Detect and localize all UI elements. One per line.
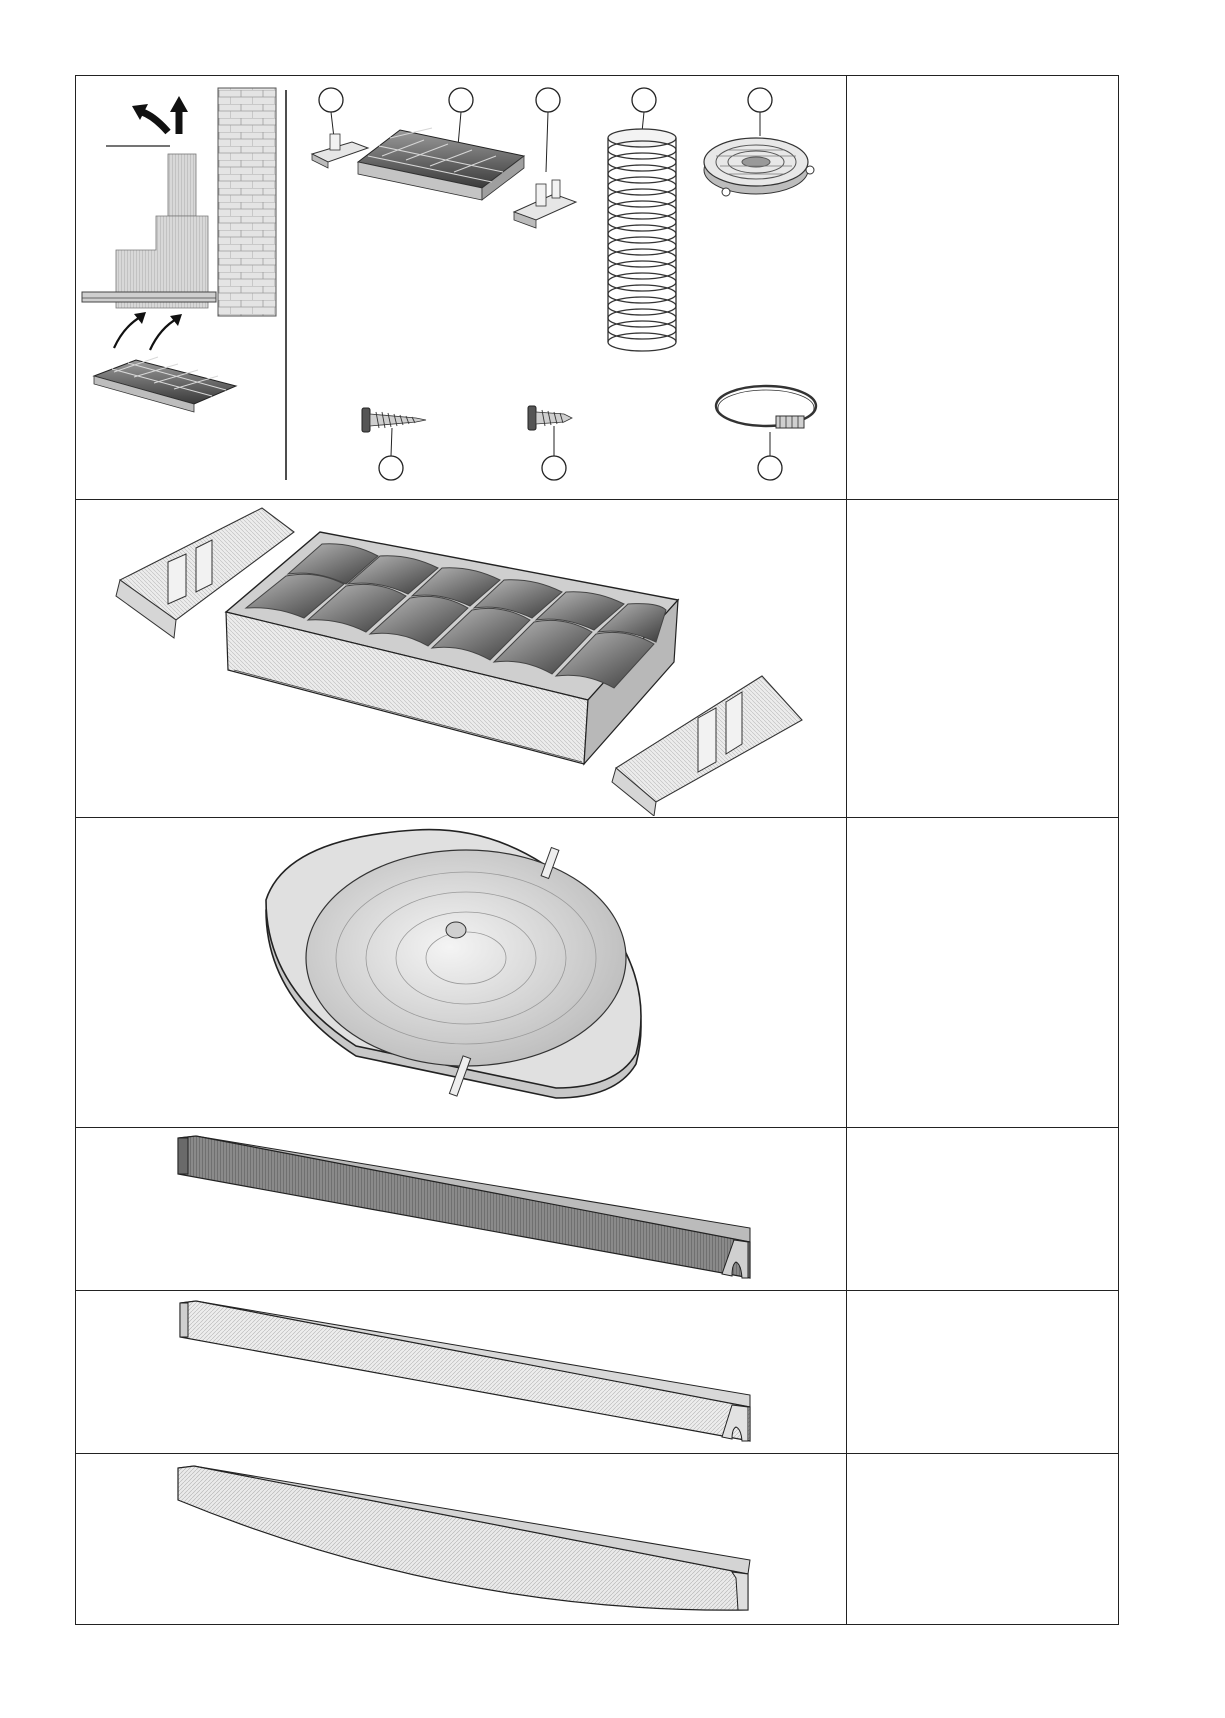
round-module-cell (76, 818, 847, 1128)
carbon-filter-cell (76, 500, 847, 818)
trim-strip-curved (178, 1466, 750, 1610)
ducting-arrows-icon (132, 96, 188, 134)
accessory-sheet (75, 75, 1118, 1628)
trim-strip-light-illustration (76, 1291, 846, 1452)
adapter-right-illustration (514, 180, 576, 228)
row-trim-strip-curved (76, 1454, 1119, 1625)
round-module (266, 830, 641, 1098)
row-overview (76, 76, 1119, 500)
carbon-filter-note (847, 500, 1119, 818)
trim-strip-dark-illustration (76, 1128, 846, 1289)
screw-short-illustration (528, 406, 572, 430)
trim-strip-curved-illustration (76, 1454, 846, 1623)
row-trim-strip-light (76, 1291, 1119, 1454)
recirculation-arrows-icon (114, 312, 182, 350)
accessory-table (75, 75, 1119, 1625)
trim-strip-dark (178, 1136, 750, 1278)
small-filter-illustration (94, 357, 236, 412)
wall-diagram (82, 88, 276, 412)
callout-2 (449, 88, 473, 112)
overview-illustration-cell (76, 76, 847, 500)
overview-illustration (76, 76, 846, 498)
round-grille-illustration (704, 138, 814, 196)
trim-strip-light-note (847, 1291, 1119, 1454)
flexible-duct-illustration (608, 129, 676, 351)
row-carbon-filter-set (76, 500, 1119, 818)
screw-long-illustration (362, 408, 426, 432)
callout-8 (758, 456, 782, 480)
callout-5 (748, 88, 772, 112)
trim-strip-curved-note (847, 1454, 1119, 1625)
trim-strip-light (180, 1301, 750, 1441)
overview-note (847, 76, 1119, 500)
callout-4 (632, 88, 656, 112)
round-recirculation-module-illustration (76, 818, 846, 1126)
round-module-note (847, 818, 1119, 1128)
carbon-filter-set-illustration (76, 500, 846, 816)
row-trim-strip-dark (76, 1128, 1119, 1291)
trim-strip-dark-note (847, 1128, 1119, 1291)
callout-1 (319, 88, 343, 112)
filter-illustration (358, 128, 524, 200)
callout-6 (379, 456, 403, 480)
main-filter (226, 532, 678, 764)
row-round-module (76, 818, 1119, 1128)
trim-strip-dark-cell (76, 1128, 847, 1291)
hose-clamp-illustration (716, 386, 816, 428)
callout-3 (536, 88, 560, 112)
callout-7 (542, 456, 566, 480)
trim-strip-light-cell (76, 1291, 847, 1454)
trim-strip-curved-cell (76, 1454, 847, 1625)
